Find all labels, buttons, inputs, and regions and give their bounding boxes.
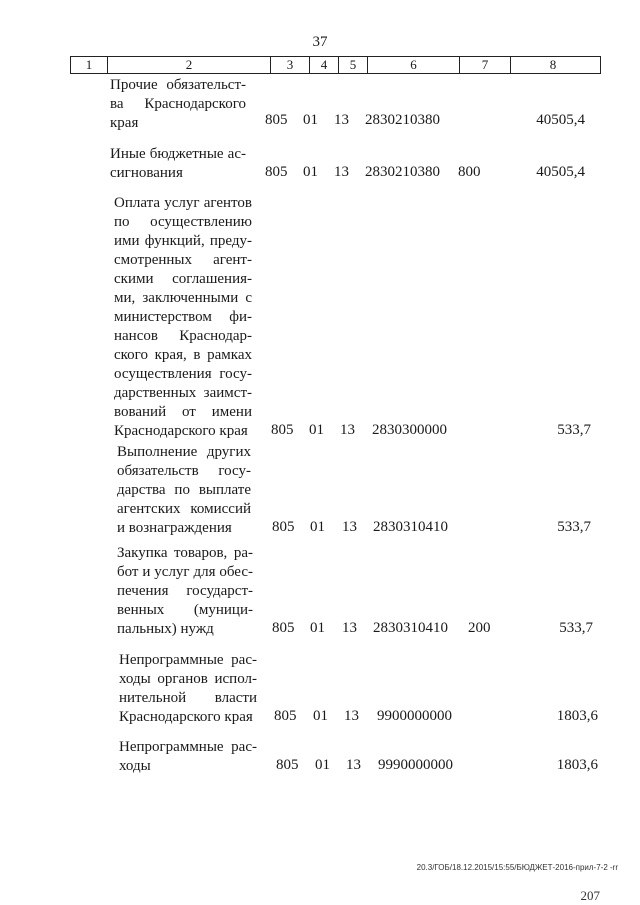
target-article-code: 2830210380 [365, 164, 440, 180]
ministry-code: 805 [265, 164, 288, 180]
ministry-code: 805 [276, 757, 299, 773]
amount: 533,7 [557, 422, 591, 438]
description-line: печения государст- [117, 583, 253, 599]
section-code: 01 [310, 519, 325, 535]
description-line: ходы [119, 758, 151, 774]
amount: 40505,4 [536, 164, 585, 180]
subsection-code: 13 [334, 164, 349, 180]
target-article-code: 9990000000 [378, 757, 453, 773]
header-col-7: 7 [460, 57, 511, 73]
section-code: 01 [303, 112, 318, 128]
header-col-2: 2 [108, 57, 271, 73]
description-line: бот и услуг для обес- [117, 564, 253, 580]
amount: 533,7 [557, 519, 591, 535]
target-article-code: 2830210380 [365, 112, 440, 128]
description-line: Прочие обязательст- [110, 77, 246, 93]
amount: 533,7 [559, 620, 593, 636]
description-line: Краснодарского края [114, 423, 248, 439]
description-line: дарственных заимст- [114, 385, 252, 401]
description-line: Непрограммные рас- [119, 652, 257, 668]
row-description [110, 76, 246, 133]
expense-type-code: 200 [468, 620, 491, 636]
row-description [119, 651, 257, 727]
section-code: 01 [303, 164, 318, 180]
expense-type-code: 800 [458, 164, 481, 180]
description-line: министерством фи- [114, 309, 252, 325]
description-line: осуществления госу- [114, 366, 252, 382]
subsection-code: 13 [340, 422, 355, 438]
ministry-code: 805 [265, 112, 288, 128]
description-line: пальных) нужд [117, 621, 214, 637]
description-line: обязательств госу- [117, 463, 251, 479]
row-description [114, 194, 252, 441]
stamp-number: 207 [580, 888, 600, 903]
header-col-5: 5 [339, 57, 368, 73]
description-line: Оплата услуг агентов [114, 195, 252, 211]
description-line: скими соглашения- [114, 271, 252, 287]
description-line: ими функций, преду- [114, 233, 252, 249]
description-line: Выполнение других [117, 444, 251, 460]
description-line: Иные бюджетные ас- [110, 146, 246, 162]
header-col-1: 1 [71, 57, 108, 73]
description-line: Непрограммные рас- [119, 739, 257, 755]
description-line: венных (муници- [117, 602, 253, 618]
description-line: нансов Краснодар- [114, 328, 252, 344]
row-description [117, 544, 253, 639]
section-code: 01 [309, 422, 324, 438]
section-code: 01 [313, 708, 328, 724]
section-code: 01 [310, 620, 325, 636]
subsection-code: 13 [344, 708, 359, 724]
amount: 40505,4 [536, 112, 585, 128]
description-line: Закупка товаров, ра- [117, 545, 253, 561]
description-line: ва Краснодарского [110, 96, 246, 112]
table-header [70, 56, 601, 74]
target-article-code: 2830310410 [373, 519, 448, 535]
ministry-code: 805 [274, 708, 297, 724]
description-line: смотренных агент- [114, 252, 252, 268]
ministry-code: 805 [272, 620, 295, 636]
ministry-code: 805 [272, 519, 295, 535]
header-col-8: 8 [549, 57, 557, 72]
subsection-code: 13 [342, 620, 357, 636]
description-line: края [110, 115, 139, 131]
file-reference: 20.3/ГОБ/18.12.2015/15:55/БЮДЖЕТ-2016-прил-7-2 -rr [416, 863, 618, 872]
row-description [110, 145, 246, 183]
description-line: нительной власти [119, 690, 257, 706]
target-article-code: 2830310410 [373, 620, 448, 636]
amount: 1803,6 [556, 708, 598, 724]
target-article-code: 9900000000 [377, 708, 452, 724]
row-description [119, 738, 257, 776]
description-line: вований от имени [114, 404, 252, 420]
description-line: ми, заключенными с [114, 290, 252, 306]
subsection-code: 13 [342, 519, 357, 535]
header-col-4: 4 [310, 57, 339, 73]
row-description [117, 443, 251, 538]
target-article-code: 2830300000 [372, 422, 447, 438]
subsection-code: 13 [346, 757, 361, 773]
description-line: ходы органов испол- [119, 671, 257, 687]
subsection-code: 13 [334, 112, 349, 128]
page-number: 37 [312, 34, 328, 50]
description-line: агентских комиссий [117, 501, 251, 517]
description-line: сигнования [110, 165, 183, 181]
header-col-3: 3 [271, 57, 310, 73]
section-code: 01 [315, 757, 330, 773]
description-line: по осуществлению [114, 214, 252, 230]
description-line: Краснодарского края [119, 709, 253, 725]
header-col-6: 6 [368, 57, 460, 73]
description-line: дарства по выплате [117, 482, 251, 498]
ministry-code: 805 [271, 422, 294, 438]
description-line: и вознаграждения [117, 520, 232, 536]
amount: 1803,6 [556, 757, 598, 773]
description-line: ского края, в рамках [114, 347, 252, 363]
